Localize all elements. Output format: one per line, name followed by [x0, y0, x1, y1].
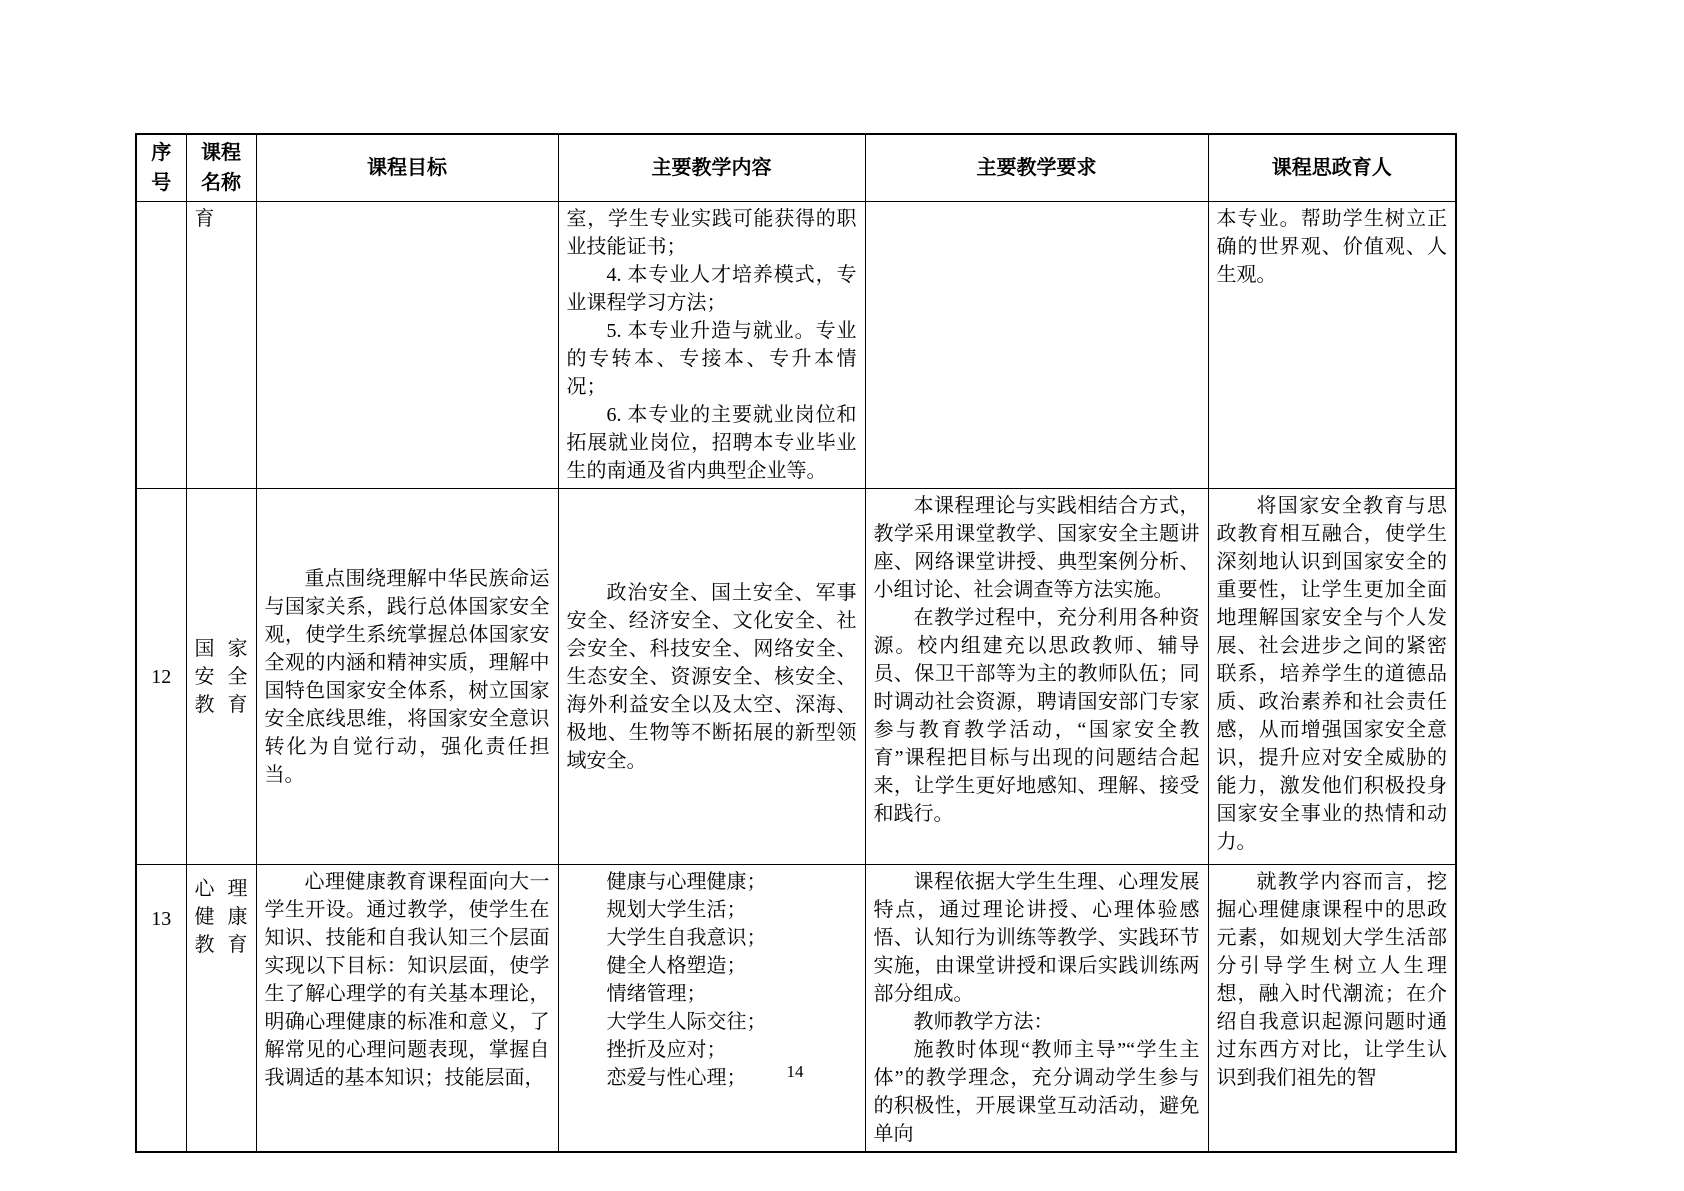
table-row-continuation — [136, 202, 1456, 489]
paragraph: 将国家安全教育与思政教育相互融合，使学生深刻地认识到国家安全的重要性，让学生更加全面地理解国家安全与个人发展、社会进步之间的紧密联系，培养学生的道德品质、政治素养和社会责任感，从而增强国家安全意识，提升应对安全威胁的能力，激发他们积极投身国家安全事业的热情和动力。 — [1216, 495, 1447, 853]
cell-objectives — [256, 202, 558, 489]
course-name-line: 国家 — [194, 637, 248, 660]
paragraph: 6. 本专业的主要就业岗位和拓展就业岗位，招聘本专业毕业生的南通及省内典型企业等。 — [566, 404, 857, 482]
paragraph: 在教学过程中，充分利用各种资源。校内组建充以思政教师、辅导员、保卫干部等为主的教师队伍；同时调动社会资源，聘请国安部门专家参与教育教学活动，“国家安全教育”课程把目标与出现的问题结合起来，让学生更好地感知、理解、接受和践行。 — [873, 607, 1200, 825]
cell-content — [558, 489, 865, 865]
course-name-line: 育 — [194, 208, 215, 230]
cell-ideology — [1208, 489, 1456, 865]
paragraph: 教师教学方法： — [913, 1011, 1054, 1033]
table-row-13 — [136, 865, 1456, 1153]
paragraph: 心理健康教育课程面向大一学生开设。通过教学，使学生在知识、技能和自我认知三个层面实现以下目标：知识层面，使学生了解心理学的有关基本理论，明确心理健康的标准和意义，了解常见的心理问题表现，掌握自我调适的基本知识；技能层面， — [264, 871, 550, 1089]
col-header-seq: 序号 — [136, 134, 186, 202]
table-row-12 — [136, 489, 1456, 865]
list-item: 大学生自我意识； — [606, 927, 767, 949]
list-item: 情绪管理； — [606, 983, 707, 1005]
paragraph: 本专业。帮助学生树立正确的世界观、价值观、人生观。 — [1216, 208, 1447, 286]
table-header-row — [136, 134, 1456, 202]
cell-requirements — [865, 489, 1208, 865]
course-name-line: 教育 — [194, 693, 248, 716]
paragraph: 5. 本专业升造与就业。专业的专转本、专接本、专升本情况； — [566, 320, 857, 398]
paragraph: 室，学生专业实践可能获得的职业技能证书； — [566, 208, 857, 258]
cell-ideology — [1208, 865, 1456, 1153]
cell-course-name — [186, 202, 256, 489]
paragraph: 政治安全、国土安全、军事安全、经济安全、文化安全、社会安全、科技安全、网络安全、生态安全、资源安全、核安全、海外利益安全以及太空、深海、极地、生物等不断拓展的新型领域安全。 — [566, 581, 857, 772]
cell-course-name — [186, 489, 256, 865]
cell-objectives — [256, 489, 558, 865]
page-number: 14 — [786, 1062, 804, 1081]
course-name-line: 心理 — [194, 878, 248, 900]
cell-objectives — [256, 865, 558, 1153]
list-item: 规划大学生活； — [606, 899, 747, 921]
cell-requirements — [865, 202, 1208, 489]
col-header-course-name: 课程名称 — [186, 134, 256, 202]
cell-ideology — [1208, 202, 1456, 489]
paragraph: 本课程理论与实践相结合方式，教学采用课堂教学、国家安全主题讲座、网络课堂讲授、典型案例分析、小组讨论、社会调查等方法实施。 — [873, 495, 1200, 601]
col-header-content: 主要教学内容 — [558, 134, 865, 202]
list-item: 恋爱与性心理； — [606, 1067, 747, 1089]
list-item: 大学生人际交往； — [606, 1011, 767, 1033]
paragraph: 4. 本专业人才培养模式，专业课程学习方法； — [566, 264, 857, 314]
list-item: 健康与心理健康； — [606, 871, 767, 893]
cell-seq: 13 — [136, 865, 186, 1153]
course-name-line: 健康 — [194, 906, 248, 928]
col-header-ideology: 课程思政育人 — [1208, 134, 1456, 202]
cell-seq — [136, 202, 186, 489]
col-header-objectives: 课程目标 — [256, 134, 558, 202]
cell-course-name — [186, 865, 256, 1153]
cell-content — [558, 865, 865, 1153]
paragraph: 课程依据大学生生理、心理发展特点，通过理论讲授、心理体验感悟、认知行为训练等教学、实践环节实施，由课堂讲授和课后实践训练两部分组成。 — [873, 871, 1200, 1005]
document-content — [135, 133, 1455, 1153]
course-name-line: 教育 — [194, 934, 248, 956]
paragraph: 就教学内容而言，挖掘心理健康课程中的思政元素，如规划大学生活部分引导学生树立人生理想，融入时代潮流；在介绍自我意识起源问题时通过东西方对比，让学生认识到我们祖先的智 — [1216, 871, 1447, 1089]
paragraph: 重点围绕理解中华民族命运与国家关系，践行总体国家安全观，使学生系统掌握总体国家安全观的内涵和精神实质，理解中国特色国家安全体系，树立国家安全底线思维，将国家安全意识转化为自觉行动，强化责任担当。 — [264, 567, 550, 786]
cell-seq: 12 — [136, 489, 186, 865]
list-item: 健全人格塑造； — [606, 955, 747, 977]
cell-content — [558, 202, 865, 489]
col-header-requirements: 主要教学要求 — [865, 134, 1208, 202]
list-item: 挫折及应对； — [606, 1039, 727, 1061]
course-name-line: 安全 — [194, 665, 248, 688]
cell-requirements — [865, 865, 1208, 1153]
course-table — [135, 133, 1457, 1153]
paragraph: 施教时体现“教师主导”“学生主体”的教学理念，充分调动学生参与的积极性，开展课堂互动活动，避免单向 — [873, 1039, 1200, 1145]
